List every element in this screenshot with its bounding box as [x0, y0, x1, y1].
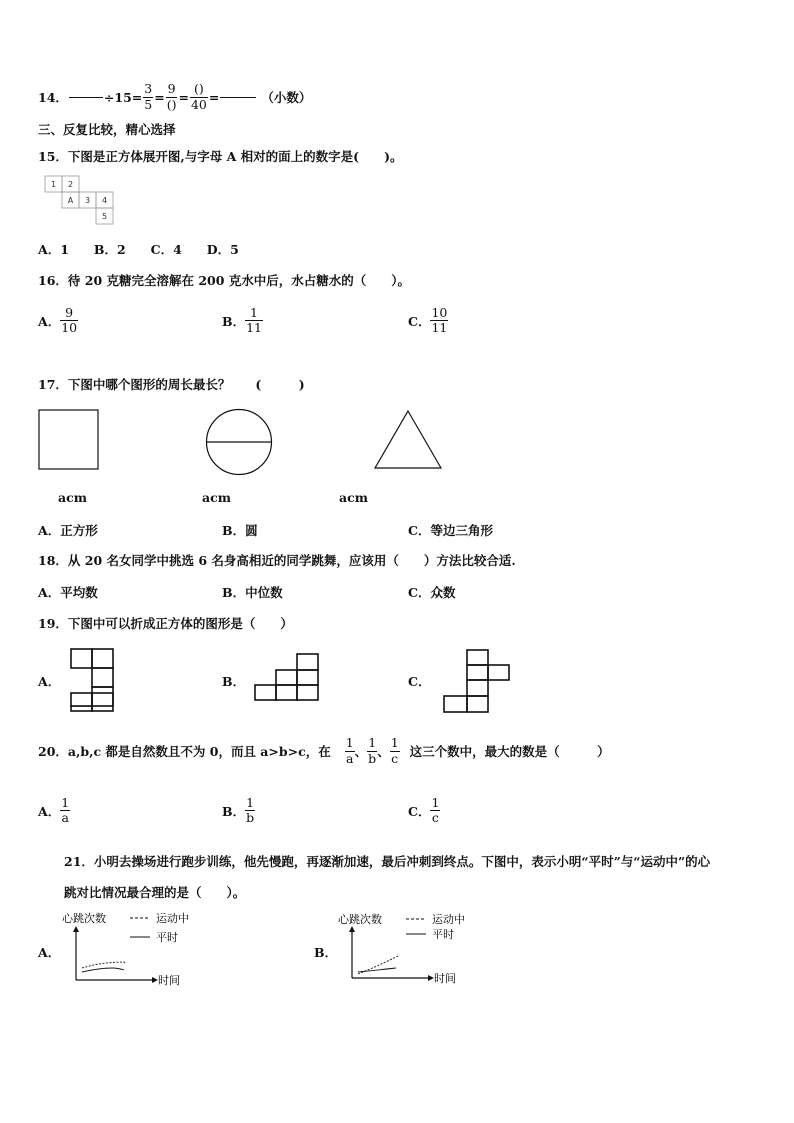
q21-a-xlabel: 时间	[158, 974, 180, 987]
q17-caption-circle: acm	[202, 490, 231, 505]
q14-line	[38, 82, 311, 112]
q14-div15: ÷15=	[103, 89, 143, 105]
q21-a-legend-dashed: 运动中	[156, 912, 189, 925]
net-cell-1: 1	[50, 180, 57, 189]
q19-net-b	[254, 653, 322, 703]
q17-option-c[interactable]: C．等边三角形	[408, 523, 493, 538]
q17-question: 17．下图中哪个图形的周长最长？ ( )	[38, 377, 305, 392]
q18-question: 18．从 20 名女同学中挑选 6 名身高相近的同学跳舞，应该用（ ）方法比较合适.	[38, 553, 516, 568]
q20-option-c-frac: $\frac{1}{c}$	[431, 795, 440, 826]
q21-b-xlabel: 时间	[434, 972, 456, 985]
q14-eq-2: =	[178, 89, 189, 105]
q17-circle-shape	[205, 408, 273, 476]
q20-frac-c: $\frac{1}{c}$	[390, 735, 399, 766]
q20-option-b-frac: $\frac{1}{b}$	[246, 795, 255, 826]
q14-blank-2[interactable]	[220, 96, 256, 98]
q17-option-b[interactable]: B．圆	[222, 523, 258, 538]
net-cell-3: 3	[84, 196, 91, 205]
q20-option-a[interactable]	[38, 796, 70, 826]
q20-frac-a: $\frac{1}{a}$	[345, 735, 354, 766]
q18-option-c[interactable]: C．众数	[408, 585, 456, 600]
q21-chart-a	[62, 912, 202, 988]
q16-option-b-frac: $\frac{1}{11}$	[246, 305, 262, 336]
q16-option-b[interactable]	[222, 306, 263, 336]
section-heading: 三、反复比较，精心选择	[38, 122, 176, 137]
q20-option-b[interactable]	[222, 796, 255, 826]
q20-sep-1: 、	[354, 744, 368, 759]
q14-frac-3: $\frac{()}{40}$	[190, 81, 207, 112]
q21-chart-b	[338, 910, 478, 986]
q16-option-b-label: B．	[222, 313, 246, 329]
q19-label-c[interactable]: C．	[408, 674, 431, 689]
q17-triangle-shape	[373, 410, 443, 470]
q20-option-a-frac: $\frac{1}{a}$	[61, 795, 70, 826]
q17-caption-square: acm	[58, 490, 87, 505]
q20-option-a-label: A．	[38, 803, 61, 819]
q16-option-a-label: A．	[38, 313, 61, 329]
q16-question: 16．待 20 克糖完全溶解在 200 克水中后，水占糖水的（ ）。	[38, 273, 411, 288]
q20-pre: 20．a,b,c 都是自然数且不为 0，而且 a>b>c，在	[38, 744, 331, 759]
net-cell-4: 4	[101, 196, 108, 205]
q19-label-b[interactable]: B．	[222, 674, 246, 689]
q16-option-c[interactable]	[408, 306, 448, 336]
q20-frac-b: $\frac{1}{b}$	[368, 735, 377, 766]
net-cell-5: 5	[101, 212, 108, 221]
q20-question	[38, 732, 610, 770]
q21-question-line1: 21．小明去操场进行跑步训练，他先慢跑，再逐渐加速，最后冲刺到终点。下图中，表示小明“平时”与“运动中”的心	[64, 854, 711, 869]
q14-blank-1[interactable]	[69, 96, 103, 98]
q15-options[interactable]: A．1 B．2 C．4 D．5	[38, 242, 239, 257]
q16-option-c-label: C．	[408, 313, 431, 329]
q19-net-c	[443, 649, 511, 715]
q14-number: 14．	[38, 90, 68, 105]
q21-a-ylabel: 心跳次数	[62, 912, 106, 925]
q21-a-legend-solid: 平时	[156, 931, 178, 944]
q14-frac-1: $\frac{3}{5}$	[144, 81, 153, 112]
q20-sep-2: 、	[377, 744, 390, 759]
q20-post: 这三个数中，最大的数是（ ）	[409, 744, 610, 759]
q20-option-c-label: C．	[408, 803, 431, 819]
q14-eq-3: =	[208, 89, 220, 105]
q19-net-a	[70, 648, 116, 718]
q20-option-c[interactable]	[408, 796, 440, 826]
q21-b-ylabel: 心跳次数	[338, 913, 382, 926]
q17-square-shape	[38, 409, 100, 471]
q18-option-b[interactable]: B．中位数	[222, 585, 283, 600]
q15-question: 15．下图是正方体展开图,与字母 A 相对的面上的数字是( )。	[38, 149, 403, 164]
q17-option-a[interactable]: A．正方形	[38, 523, 98, 538]
q14-frac-2: $\frac{9}{()}$	[166, 81, 177, 112]
q20-option-b-label: B．	[222, 803, 246, 819]
q19-label-a[interactable]: A．	[38, 674, 61, 689]
q14-tail: （小数）	[261, 90, 312, 105]
q16-option-a-frac: $\frac{9}{10}$	[61, 305, 78, 336]
q19-question: 19．下图中可以折成正方体的图形是（ ）	[38, 616, 293, 631]
q16-option-c-frac: $\frac{10}{11}$	[431, 305, 448, 336]
q21-b-legend-solid: 平时	[432, 928, 454, 941]
q21-b-legend-dashed: 运动中	[432, 913, 465, 926]
q21-question-line2: 跳对比情况最合理的是（ ）。	[64, 885, 246, 900]
q16-option-a[interactable]	[38, 306, 78, 336]
q14-eq-1: =	[154, 89, 165, 105]
net-cell-2: 2	[67, 180, 74, 189]
q15-cube-net	[44, 175, 116, 227]
q21-label-a[interactable]: A．	[38, 945, 61, 960]
q17-caption-triangle: acm	[339, 490, 368, 505]
net-cell-A: A	[67, 196, 74, 205]
q21-label-b[interactable]: B．	[314, 945, 338, 960]
q18-option-a[interactable]: A．平均数	[38, 585, 98, 600]
